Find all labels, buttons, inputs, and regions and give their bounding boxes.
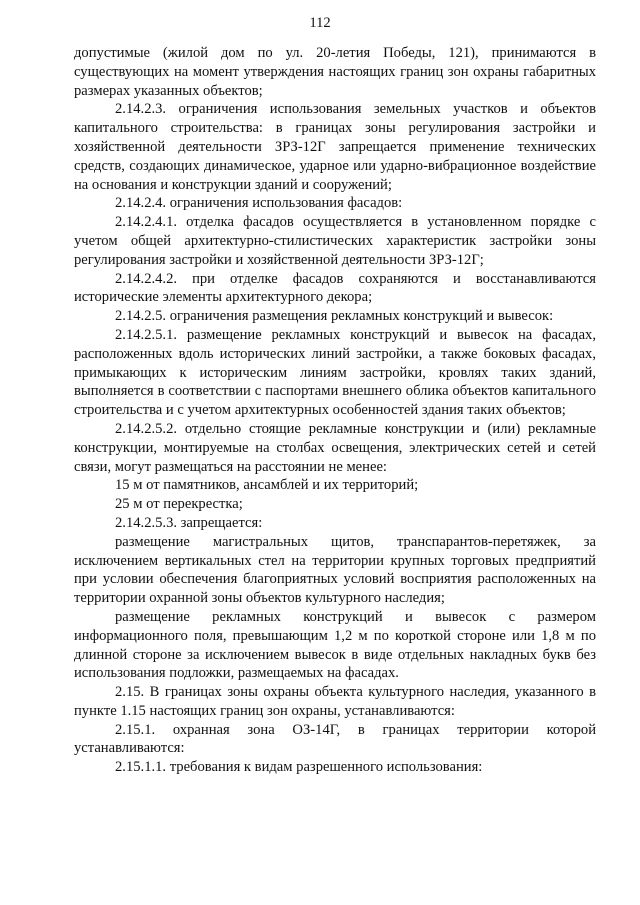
paragraph: 2.14.2.5.1. размещение рекламных конструкций и вывесок на фасадах, расположенных вдоль исторических линий застройки, а также боковых фасадах, примыкающих к историческим линиям застройки, кровлях таких зданий, выполняется в соответствии с паспортами внешнего облика объектов капитального строительства и с учетом архитектурных особенностей здания таких объектов; (74, 326, 596, 419)
paragraph: 2.14.2.3. ограничения использования земельных участков и объектов капитального строительства: в границах зоны регулирования застройки и хозяйственной деятельности ЗРЗ-12Г запрещается применение технических средств, создающих динамическое, ударное или ударно-вибрационное воздействие на основания и конструкции зданий и сооружений; (74, 101, 596, 193)
paragraph: 2.14.2.5.2. отдельно стоящие рекламные конструкции и (или) рекламные конструкции, монтируемые на столбах освещения, электрических сетей и сетей связи, могут размещаться на расстоянии не менее: (74, 420, 596, 475)
paragraph: размещение рекламных конструкций и вывесок с размером информационного поля, превышающим 1,2 м по короткой стороне или 1,8 м по длинной стороне за исключением вывесок в виде отдельных накладных букв без использования подложки, размещаемых на фасадах. (74, 608, 596, 682)
paragraph: 2.14.2.5. ограничения размещения рекламных конструкций и вывесок: (115, 308, 554, 325)
paragraph: 2.15.1.1. требования к видам разрешенного использования: (115, 759, 483, 776)
paragraph: размещение магистральных щитов, транспарантов-перетяжек, за исключением вертикальных стел на территории крупных торговых предприятий при условии обеспечения благоприятных условий восприятия расположенных на территории охранной зоны объектов культурного наследия; (74, 533, 596, 607)
paragraph: 2.15. В границах зоны охраны объекта культурного наследия, указанного в пункте 1.15 настоящих границ зон охраны, устанавливаются: (74, 684, 596, 719)
paragraph: 2.14.2.4.2. при отделке фасадов сохраняются и восстанавливаются исторические элементы архитектурного декора; (74, 270, 596, 306)
paragraph: 2.14.2.5.3. запрещается: (115, 514, 263, 531)
page-number: 112 (309, 15, 331, 31)
paragraph: 25 м от перекрестка; (115, 496, 243, 513)
paragraph: 2.15.1. охранная зона ОЗ-14Г, в границах территории которой устанавливаются: (74, 721, 596, 757)
paragraph: допустимые (жилой дом по ул. 20-летия Победы, 121), принимаются в существующих на момент утверждения настоящих границ зон охраны габаритных размерах указанных объектов; (74, 45, 596, 99)
paragraph: 15 м от памятников, ансамблей и их территорий; (115, 477, 419, 494)
paragraph: 2.14.2.4. ограничения использования фасадов: (115, 195, 403, 212)
document-body (74, 44, 596, 777)
paragraph: 2.14.2.4.1. отделка фасадов осуществляется в установленном порядке с учетом общей архитектурно-стилистических характеристик застройки зоны регулирования застройки и хозяйственной деятельности ЗРЗ-12Г; (74, 214, 596, 268)
